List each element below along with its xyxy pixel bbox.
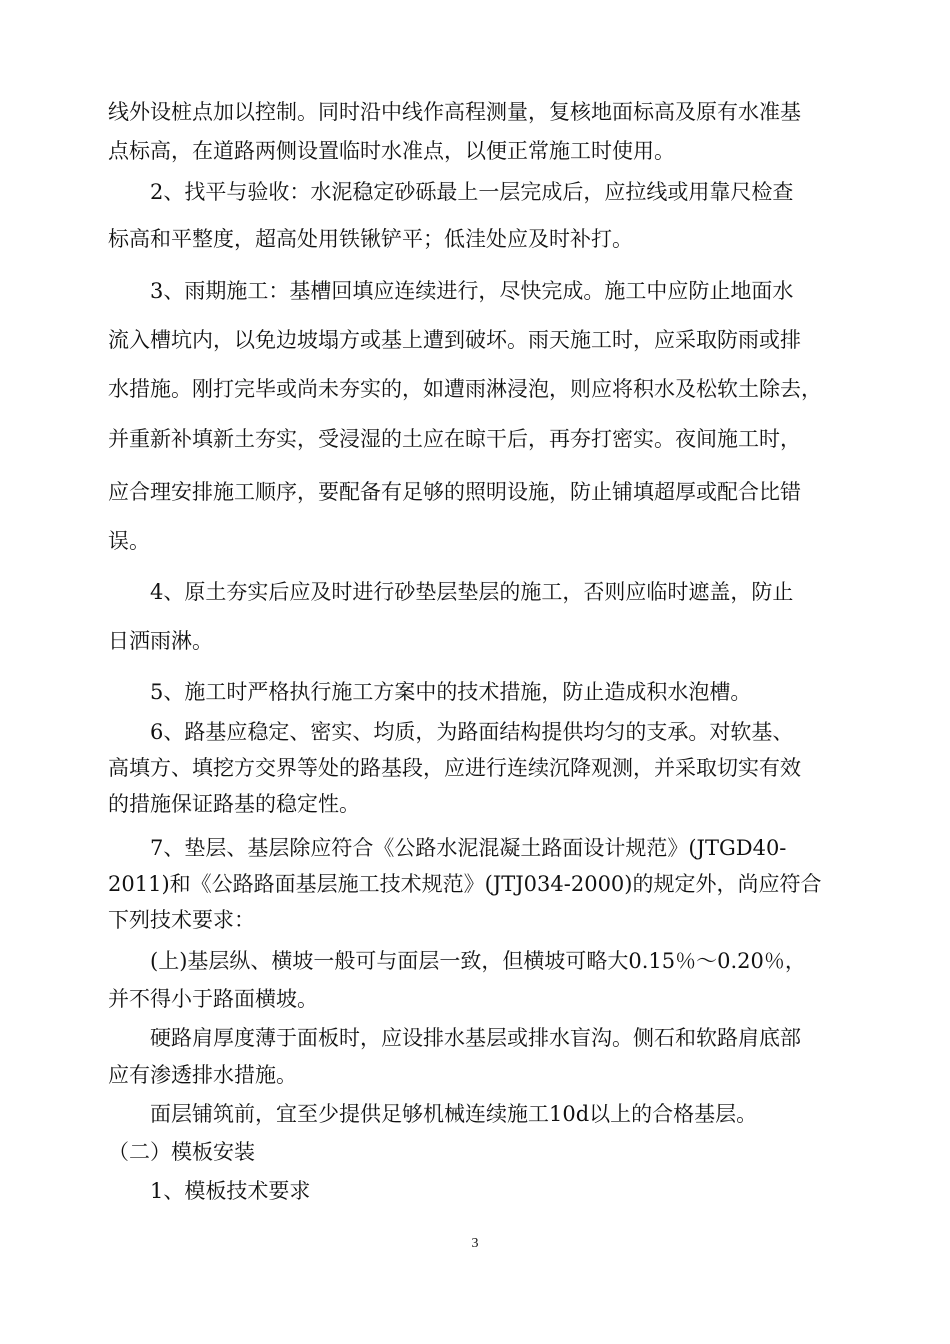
text-line: 面层铺筑前，宜至少提供足够机械连续施工10d以上的合格基层。: [150, 1102, 758, 1126]
text-line: 水措施。刚打完毕或尚未夯实的，如遭雨淋浸泡，则应将积水及松软土除去，: [108, 377, 822, 401]
text-line: 线外设桩点加以控制。同时沿中线作高程测量，复核地面标高及原有水准基: [108, 100, 801, 124]
text-line: 应有渗透排水措施。: [108, 1063, 297, 1087]
section-heading: （二）模板安装: [108, 1140, 255, 1164]
text-line: 硬路肩厚度薄于面板时，应设排水基层或排水盲沟。侧石和软路肩底部: [150, 1026, 801, 1050]
text-line: 并不得小于路面横坡。: [108, 987, 318, 1011]
subsection-heading: 1、模板技术要求: [150, 1179, 311, 1203]
text-line: 点标高，在道路两侧设置临时水准点，以便正常施工时使用。: [108, 139, 675, 163]
text-line: (上)基层纵、横坡一般可与面层一致，但横坡可略大0.15％～0.20％，: [150, 949, 806, 973]
text-line: 流入槽坑内，以免边坡塌方或基上遭到破坏。雨天施工时，应采取防雨或排: [108, 328, 801, 352]
text-line: 4、原土夯实后应及时进行砂垫层垫层的施工，否则应临时遮盖，防止: [150, 580, 794, 604]
page-number: 3: [471, 1236, 479, 1251]
text-line: 3、雨期施工：基槽回填应连续进行，尽快完成。施工中应防止地面水: [150, 279, 794, 303]
text-line: 误。: [108, 529, 150, 553]
text-line: 高填方、填挖方交界等处的路基段，应进行连续沉降观测，并采取切实有效: [108, 756, 801, 780]
text-line: 日洒雨淋。: [108, 629, 213, 653]
text-line: 下列技术要求：: [108, 908, 255, 932]
text-line: 2、找平与验收：水泥稳定砂砾最上一层完成后，应拉线或用靠尺检查: [150, 180, 794, 204]
text-line: 6、路基应稳定、密实、均质，为路面结构提供均匀的支承。对软基、: [150, 720, 794, 744]
text-line: 并重新补填新土夯实，受浸湿的土应在晾干后，再夯打密实。夜间施工时，: [108, 427, 801, 451]
text-line: 标高和平整度，超高处用铁锹铲平；低洼处应及时补打。: [108, 227, 633, 251]
text-line: 的措施保证路基的稳定性。: [108, 792, 360, 816]
text-line: 2011)和《公路路面基层施工技术规范》(JTJ034-2000)的规定外，尚应符合: [108, 872, 822, 896]
text-line: 5、施工时严格执行施工方案中的技术措施，防止造成积水泡槽。: [150, 680, 752, 704]
text-line: 应合理安排施工顺序，要配备有足够的照明设施，防止铺填超厚或配合比错: [108, 480, 801, 504]
text-line: 7、垫层、基层除应符合《公路水泥混凝土路面设计规范》(JTGD40-: [150, 836, 787, 860]
